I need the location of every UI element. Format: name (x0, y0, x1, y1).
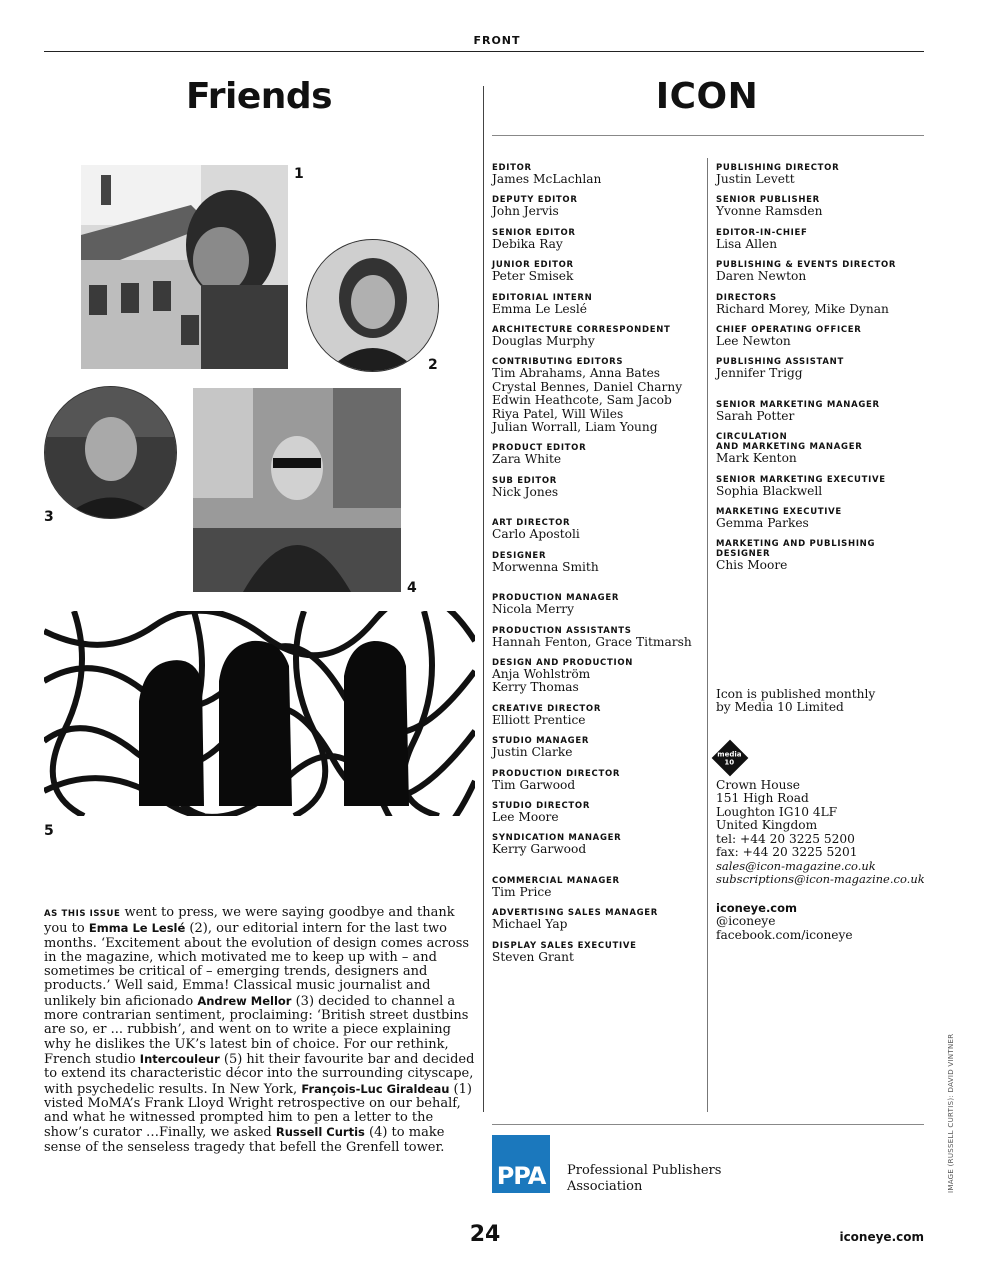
role-names: Michael Yap (492, 917, 568, 932)
role-names: Tim Price (492, 884, 552, 899)
icon-masthead-title: ICON (655, 76, 759, 117)
role-label: PRODUCTION DIRECTOR (492, 768, 621, 779)
role-label: EDITORIAL INTERN (492, 292, 593, 303)
role-label: SUB EDITOR (492, 475, 558, 486)
role-label: EDITOR-IN-CHIEF (716, 227, 808, 238)
role-label: DISPLAY SALES EXECUTIVE (492, 940, 637, 951)
role-names: Tim Garwood (492, 777, 576, 792)
footer-site[interactable]: iconeye.com (839, 1230, 924, 1244)
photo-number-3: 3 (44, 509, 54, 525)
masthead-role (492, 801, 704, 824)
masthead-role (492, 293, 704, 316)
twitter-handle[interactable]: @iconeye (716, 914, 776, 929)
masthead-role (492, 626, 704, 649)
masthead-role (716, 163, 928, 186)
section-label: FRONT (473, 34, 521, 47)
emma-le-lesle-photo (306, 239, 439, 372)
masthead-role (716, 293, 928, 316)
role-names: Emma Le Leslé (492, 301, 588, 316)
friends-title: Friends (185, 76, 333, 117)
role-spacer (492, 583, 704, 593)
masthead-role (492, 357, 704, 434)
role-names: Daren Newton (716, 269, 807, 284)
facebook-link[interactable]: facebook.com/iconeye (716, 927, 853, 942)
masthead-right-column (716, 163, 928, 582)
masthead-role (492, 941, 704, 964)
role-names: Debika Ray (492, 236, 563, 251)
role-label: EDITOR (492, 163, 532, 173)
image-credit-text: IMAGE (RUSSELL CURTIS): DAVID VINTNER (947, 1033, 955, 1193)
column-divider (483, 86, 484, 1112)
contributor-name: Emma Le Leslé (88, 921, 186, 936)
intro-text: (3) decided to channel a more contrarian sentiment, proclaiming: ‘British street dustbins are so, er ... rubbish’, and went on to write a piece explaining why he dislikes the UK’s latest bin of choice. For our rethink, French studio (44, 993, 469, 1067)
role-label: SENIOR MARKETING MANAGER (716, 399, 880, 410)
role-label: CIRCULATION AND MARKETING MANAGER (716, 432, 863, 453)
role-names: Morwenna Smith (492, 559, 599, 574)
intro-lead: AS THIS ISSUE (44, 909, 121, 919)
media10-logo (712, 740, 749, 777)
role-names: John Jervis (492, 204, 559, 219)
role-names: Lee Moore (492, 809, 559, 824)
intercouleur-artwork (44, 611, 475, 816)
media10-logo-text: media 10 (717, 750, 742, 767)
role-names: Anja Wohlström Kerry Thomas (492, 666, 591, 695)
masthead-role (716, 260, 928, 283)
masthead-role (716, 195, 928, 218)
role-names: Justin Levett (716, 172, 795, 186)
publisher-address: Crown House 151 High Road Loughton IG10 4LF United Kingdom tel: +44 20 3225 5200 fax: +44 20 3225 5201 (716, 778, 858, 860)
photo-number-5: 5 (44, 823, 54, 839)
website-link[interactable]: iconeye.com (716, 901, 798, 915)
masthead-role (492, 551, 704, 574)
intro-text: (2), our editorial intern for the last two months. ‘Excitement about the evolution of design comes across in the magazine, which motivated me to keep up with – and sometimes be critical of – emerging trends, designers and products.’ Well said, Emma! Classical music journalist and unlikely bin aficionado (44, 921, 470, 1009)
masthead-role (492, 195, 704, 218)
role-names: Nicola Merry (492, 602, 574, 617)
role-names: Mark Kenton (716, 451, 797, 466)
role-names: James McLachlan (492, 172, 602, 186)
role-names: Lee Newton (716, 334, 791, 349)
role-label: STUDIO MANAGER (492, 736, 590, 747)
masthead-column-divider (707, 158, 708, 1112)
masthead-rule (492, 135, 924, 136)
role-label: DEPUTY EDITOR (492, 195, 578, 206)
masthead-role (492, 228, 704, 251)
role-label: PUBLISHING ASSISTANT (716, 357, 844, 368)
masthead-role (716, 400, 928, 423)
role-label: MARKETING EXECUTIVE (716, 507, 842, 518)
contributor-name: Russell Curtis (275, 1125, 365, 1140)
sales-email[interactable]: sales@icon-magazine.co.uk (716, 859, 876, 873)
role-label: ART DIRECTOR (492, 518, 571, 529)
ppa-logo: PPA (492, 1135, 550, 1193)
role-label: ADVERTISING SALES MANAGER (492, 908, 659, 919)
role-names: Tim Abrahams, Anna Bates Crystal Bennes, Daniel Charny Edwin Heathcote, Sam Jacob Riya Patel, Will Wiles Julian Worrall, Liam Young (492, 366, 683, 435)
role-label: CONTRIBUTING EDITORS (492, 357, 624, 368)
andrew-mellor-photo (44, 386, 177, 519)
masthead-role (492, 769, 704, 792)
photo-number-4: 4 (407, 580, 417, 596)
role-label: DIRECTORS (716, 292, 777, 303)
role-label: DESIGN AND PRODUCTION (492, 657, 634, 668)
role-label: PUBLISHING & EVENTS DIRECTOR (716, 260, 897, 271)
masthead-role (492, 658, 704, 695)
masthead-role (492, 163, 704, 186)
role-label: JUNIOR EDITOR (492, 260, 574, 271)
francois-luc-giraldeau-photo (81, 165, 288, 369)
web-links (716, 902, 926, 942)
role-names: Justin Clarke (492, 745, 573, 760)
role-spacer (492, 866, 704, 876)
role-label: COMMERCIAL MANAGER (492, 875, 620, 886)
contributor-name: Intercouleur (139, 1051, 220, 1066)
page-number: 24 (469, 1222, 501, 1247)
masthead-role (716, 325, 928, 348)
role-names: Elliott Prentice (492, 712, 586, 727)
ppa-rule (492, 1124, 924, 1125)
role-names: Lisa Allen (716, 236, 778, 251)
masthead-role (492, 593, 704, 616)
photo-number-2: 2 (428, 357, 438, 373)
masthead-role (492, 704, 704, 727)
intro-text: went to press, we were saying goodbye and thank you to (44, 905, 455, 937)
masthead-role (492, 876, 704, 899)
role-spacer (716, 390, 928, 400)
masthead-role (492, 325, 704, 348)
masthead-left-column (492, 163, 704, 973)
role-names: Douglas Murphy (492, 334, 595, 349)
role-label: PRODUCTION MANAGER (492, 593, 620, 604)
ppa-name: Professional Publishers Association (567, 1163, 722, 1194)
contact-emails (716, 860, 926, 887)
russell-curtis-photo (193, 388, 401, 592)
role-names: Chis Moore (716, 558, 788, 573)
role-label: PUBLISHING DIRECTOR (716, 163, 840, 173)
masthead-role (492, 908, 704, 931)
role-names: Gemma Parkes (716, 516, 809, 531)
role-names: Jennifer Trigg (716, 366, 803, 381)
contributor-name: François-Luc Giraldeau (301, 1081, 450, 1096)
role-label: SENIOR MARKETING EXECUTIVE (716, 474, 886, 485)
role-names: Sophia Blackwell (716, 483, 823, 498)
masthead-role (492, 443, 704, 466)
masthead-role (492, 518, 704, 541)
friends-intro-paragraph (44, 906, 478, 1155)
role-label: MARKETING AND PUBLISHING DESIGNER (716, 539, 876, 560)
masthead-role (716, 228, 928, 251)
role-label: STUDIO DIRECTOR (492, 800, 591, 811)
role-label: PRODUCT EDITOR (492, 443, 587, 454)
role-label: ARCHITECTURE CORRESPONDENT (492, 325, 671, 336)
role-label: SYNDICATION MANAGER (492, 833, 622, 844)
role-label: SENIOR EDITOR (492, 227, 576, 238)
role-names: Steven Grant (492, 949, 574, 964)
role-names: Nick Jones (492, 484, 559, 499)
role-names: Carlo Apostoli (492, 527, 580, 542)
role-names: Sarah Potter (716, 408, 795, 423)
role-label: CREATIVE DIRECTOR (492, 703, 602, 714)
masthead-role (716, 432, 928, 465)
masthead-role (492, 476, 704, 499)
intro-text: (1) visted MoMA’s Frank Lloyd Wright retrospective on our behalf, and what he witnessed prompted him to pen a letter to the show’s curator …Finally, we asked (44, 1081, 472, 1141)
role-label: SENIOR PUBLISHER (716, 195, 820, 206)
masthead-role (492, 736, 704, 759)
masthead-role (716, 507, 928, 530)
contributor-name: Andrew Mellor (197, 993, 292, 1008)
masthead-role (716, 539, 928, 572)
role-names: Yvonne Ramsden (716, 204, 823, 219)
image-credit (947, 1018, 961, 1193)
masthead-role (492, 260, 704, 283)
role-names: Zara White (492, 452, 562, 467)
role-label: CHIEF OPERATING OFFICER (716, 325, 862, 336)
role-names: Kerry Garwood (492, 842, 587, 857)
role-label: PRODUCTION ASSISTANTS (492, 625, 632, 636)
role-spacer (492, 508, 704, 518)
masthead-role (716, 357, 928, 380)
photo-number-1: 1 (294, 166, 304, 182)
subscriptions-email[interactable]: subscriptions@icon-magazine.co.uk (716, 872, 925, 887)
intro-text: (4) to make sense of the senseless tragedy that befell the Grenfell tower. (44, 1125, 445, 1155)
role-names: Peter Smisek (492, 269, 574, 284)
role-label: DESIGNER (492, 550, 547, 561)
top-rule (44, 51, 924, 52)
role-names: Hannah Fenton, Grace Titmarsh (492, 634, 692, 649)
masthead-role (492, 833, 704, 856)
publisher-note: Icon is published monthly by Media 10 Limited (716, 687, 876, 715)
masthead-role (716, 475, 928, 498)
role-names: Richard Morey, Mike Dynan (716, 301, 889, 316)
intro-text: (5) hit their favourite bar and decided to extend its characteristic décor into the surrounding cityscape, with psychedelic results. In New York, (44, 1051, 475, 1097)
